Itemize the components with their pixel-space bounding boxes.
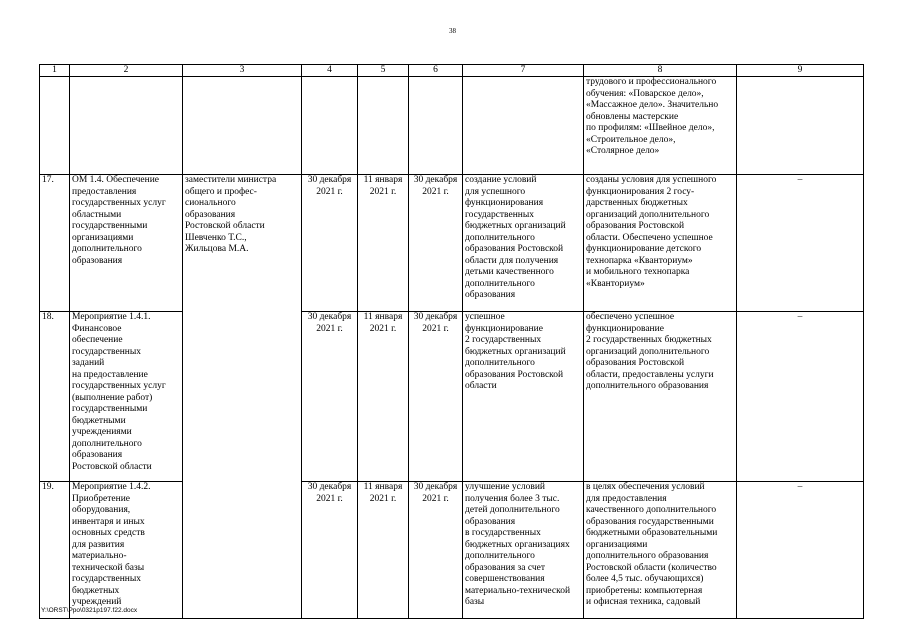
cell-measure-name: Мероприятие 1.4.1. Финансовое обеспечение государственных заданий на предоставление государственных услуг (выполнение работ) государственными бюджетными учреждениями дополнительного образования Ростовской области: [70, 312, 183, 482]
cell-problems: –: [737, 175, 864, 312]
cell-expected-result: успешное функционирование 2 государственных бюджетных организаций дополнительного образования Ростовской области: [463, 312, 584, 482]
cell-expected-result: создание условий для успешного функционирования государственных бюджетных организаций дополнительного образования Ростовской области для получения детьми качественного дополнительного образования: [463, 175, 584, 312]
cell-measure-name: ОМ 1.4. Обеспечение предоставления государственных услуг областными государственными организациями дополнительного образования: [70, 175, 183, 312]
cell-empty: [40, 77, 70, 175]
cell-responsible: заместители министра общего и профес- сионального образования Ростовской области Шевченко Т.С., Жильцова М.А.: [183, 175, 302, 619]
cell-problems: –: [737, 312, 864, 482]
cell-measure-name: Мероприятие 1.4.2. Приобретение оборудования, инвентаря и иных основных средств для развития материально- технической базы государственных бюджетных учреждений: [70, 482, 183, 619]
cell-planned-end-date: 30 декабря 2021 г.: [302, 312, 358, 482]
cell-empty: [183, 77, 302, 175]
cell-achieved-result: обеспечено успешное функционирование 2 государственных бюджетных организаций дополнительного образования Ростовской области, предоставлены услуги дополнительного образования: [584, 312, 737, 482]
cell-row-number: 19.: [40, 482, 70, 619]
cell-row-number: 18.: [40, 312, 70, 482]
table-row-17: [40, 175, 864, 312]
cell-achieved-result: созданы условия для успешного функционирования 2 госу- дарственных бюджетных организаций дополнительного образования Ростовской области. Обеспечено успешное функционирование детского технопарка «Кванториум» и мобильного технопарка «Кванториум»: [584, 175, 737, 312]
column-number: 1: [40, 65, 70, 77]
report-table: [39, 64, 864, 619]
column-number: 8: [584, 65, 737, 77]
page-number: 38: [449, 27, 456, 35]
cell-empty: [409, 77, 463, 175]
cell-empty: [463, 77, 584, 175]
column-number: 9: [737, 65, 864, 77]
cell-actual-end-date: 30 декабря 2021 г.: [409, 175, 463, 312]
cell-empty: [302, 77, 358, 175]
cell-actual-start-date: 11 января 2021 г.: [358, 482, 409, 619]
table-row-18: [40, 312, 864, 482]
continued-row: [40, 77, 864, 175]
column-number: 6: [409, 65, 463, 77]
cell-achieved-result: в целях обеспечения условий для предоставления качественного дополнительного образования государственными бюджетными образовательными организациями дополнительного образования Ростовской области (количество более 4,5 тыс. обучающихся) приобретены: компьютерная и офисная техника, садовый: [584, 482, 737, 619]
cell-actual-start-date: 11 января 2021 г.: [358, 312, 409, 482]
column-number: 2: [70, 65, 183, 77]
cell-empty: [70, 77, 183, 175]
cell-planned-end-date: 30 декабря 2021 г.: [302, 482, 358, 619]
column-number-row: [40, 65, 864, 77]
column-number: 4: [302, 65, 358, 77]
cell-empty: [358, 77, 409, 175]
column-number: 7: [463, 65, 584, 77]
cell-achieved-result: трудового и профессионального обучения: «Поварское дело», «Массажное дело». Значительно обновлены мастерские по профилям: «Швейное дело», «Строительное дело», «Столярное дело»: [584, 77, 737, 175]
cell-problems: –: [737, 482, 864, 619]
column-number: 5: [358, 65, 409, 77]
column-number: 3: [183, 65, 302, 77]
cell-actual-start-date: 11 января 2021 г.: [358, 175, 409, 312]
cell-empty: [737, 77, 864, 175]
cell-actual-end-date: 30 декабря 2021 г.: [409, 312, 463, 482]
cell-actual-end-date: 30 декабря 2021 г.: [409, 482, 463, 619]
document-path-footer: Y:\ORST\Ppo\0321p197.f22.docx: [41, 607, 138, 614]
cell-expected-result: улучшение условий получения более 3 тыс. детей дополнительного образования в государственных бюджетных организациях дополнительного образования за счет совершенствования материально-технической базы: [463, 482, 584, 619]
cell-row-number: 17.: [40, 175, 70, 312]
table-row-19: [40, 482, 864, 619]
cell-planned-end-date: 30 декабря 2021 г.: [302, 175, 358, 312]
